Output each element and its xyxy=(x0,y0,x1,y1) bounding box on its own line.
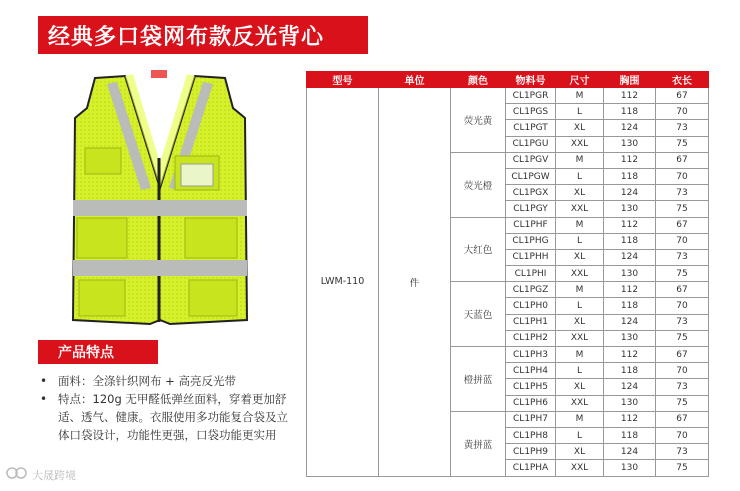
size-cell: XL xyxy=(556,379,604,395)
bullet-icon: • xyxy=(40,392,48,406)
length-cell: 70 xyxy=(656,363,709,379)
features-title: 产品特点 xyxy=(58,345,114,361)
header-model: 型号 xyxy=(307,72,379,88)
watermark xyxy=(6,466,76,483)
length-cell: 75 xyxy=(656,201,709,217)
code-cell: CL1PH9 xyxy=(506,444,556,460)
size-cell: XL xyxy=(556,444,604,460)
length-cell: 70 xyxy=(656,168,709,184)
code-cell: CL1PH8 xyxy=(506,427,556,443)
size-cell: XXL xyxy=(556,330,604,346)
length-cell: 67 xyxy=(656,217,709,233)
bullet-icon: • xyxy=(40,374,48,388)
length-cell: 73 xyxy=(656,249,709,265)
watermark-logo-icon xyxy=(6,466,28,483)
chest-cell: 130 xyxy=(604,460,656,476)
header-length: 衣长 xyxy=(656,72,709,88)
code-cell: CL1PGW xyxy=(506,168,556,184)
length-cell: 73 xyxy=(656,379,709,395)
header-chest: 胸围 xyxy=(604,72,656,88)
chest-cell: 130 xyxy=(604,266,656,282)
size-cell: M xyxy=(556,88,604,104)
length-cell: 67 xyxy=(656,411,709,427)
code-cell: CL1PHF xyxy=(506,217,556,233)
chest-cell: 112 xyxy=(604,282,656,298)
length-cell: 73 xyxy=(656,314,709,330)
code-cell: CL1PH0 xyxy=(506,298,556,314)
length-cell: 75 xyxy=(656,460,709,476)
length-cell: 67 xyxy=(656,282,709,298)
length-cell: 73 xyxy=(656,185,709,201)
size-cell: XL xyxy=(556,249,604,265)
chest-cell: 124 xyxy=(604,379,656,395)
chest-cell: 124 xyxy=(604,314,656,330)
feature-item xyxy=(40,390,290,444)
code-cell: CL1PGS xyxy=(506,104,556,120)
feature-item xyxy=(40,372,290,390)
size-cell: L xyxy=(556,363,604,379)
length-cell: 75 xyxy=(656,395,709,411)
size-cell: XL xyxy=(556,120,604,136)
size-cell: L xyxy=(556,233,604,249)
chest-cell: 112 xyxy=(604,411,656,427)
unit-cell: 件 xyxy=(379,88,451,477)
color-cell: 大红色 xyxy=(451,217,506,282)
chest-cell: 130 xyxy=(604,201,656,217)
length-cell: 67 xyxy=(656,152,709,168)
chest-cell: 130 xyxy=(604,330,656,346)
code-cell: CL1PHH xyxy=(506,249,556,265)
length-cell: 75 xyxy=(656,330,709,346)
length-cell: 75 xyxy=(656,266,709,282)
size-cell: XXL xyxy=(556,460,604,476)
code-cell: CL1PGT xyxy=(506,120,556,136)
chest-cell: 118 xyxy=(604,233,656,249)
chest-cell: 118 xyxy=(604,427,656,443)
chest-cell: 112 xyxy=(604,152,656,168)
code-cell: CL1PGX xyxy=(506,185,556,201)
chest-cell: 124 xyxy=(604,120,656,136)
code-cell: CL1PH2 xyxy=(506,330,556,346)
chest-cell: 130 xyxy=(604,136,656,152)
length-cell: 67 xyxy=(656,88,709,104)
chest-cell: 130 xyxy=(604,395,656,411)
spec-table xyxy=(306,71,709,477)
vest-product-image xyxy=(55,68,265,338)
page-title: 经典多口袋网布款反光背心 xyxy=(48,24,325,50)
size-cell: XXL xyxy=(556,395,604,411)
length-cell: 73 xyxy=(656,444,709,460)
code-cell: CL1PH7 xyxy=(506,411,556,427)
size-cell: L xyxy=(556,427,604,443)
size-cell: XL xyxy=(556,314,604,330)
color-cell: 橙拼蓝 xyxy=(451,347,506,412)
code-cell: CL1PGY xyxy=(506,201,556,217)
code-cell: CL1PHI xyxy=(506,266,556,282)
length-cell: 70 xyxy=(656,427,709,443)
chest-cell: 118 xyxy=(604,104,656,120)
chest-cell: 124 xyxy=(604,444,656,460)
code-cell: CL1PH6 xyxy=(506,395,556,411)
code-cell: CL1PGZ xyxy=(506,282,556,298)
chest-cell: 112 xyxy=(604,88,656,104)
size-cell: XL xyxy=(556,185,604,201)
code-cell: CL1PGU xyxy=(506,136,556,152)
header-size: 尺寸 xyxy=(556,72,604,88)
color-cell: 黄拼蓝 xyxy=(451,411,506,476)
code-cell: CL1PH5 xyxy=(506,379,556,395)
size-cell: XXL xyxy=(556,266,604,282)
feature-text: 面料：全涤针织网布 + 高亮反光带 xyxy=(58,374,236,388)
code-cell: CL1PH1 xyxy=(506,314,556,330)
size-cell: L xyxy=(556,168,604,184)
code-cell: CL1PHA xyxy=(506,460,556,476)
code-cell: CL1PH4 xyxy=(506,363,556,379)
watermark-text: 大晟跨境 xyxy=(32,468,76,482)
size-cell: M xyxy=(556,152,604,168)
chest-cell: 124 xyxy=(604,185,656,201)
size-cell: L xyxy=(556,104,604,120)
color-cell: 荧光橙 xyxy=(451,152,506,217)
header-code: 物料号 xyxy=(506,72,556,88)
features-banner xyxy=(38,340,158,364)
color-cell: 荧光黄 xyxy=(451,88,506,153)
code-cell: CL1PH3 xyxy=(506,347,556,363)
size-cell: M xyxy=(556,347,604,363)
length-cell: 67 xyxy=(656,347,709,363)
length-cell: 70 xyxy=(656,298,709,314)
model-cell: LWM-110 xyxy=(307,88,379,477)
header-unit: 单位 xyxy=(379,72,451,88)
size-cell: M xyxy=(556,217,604,233)
code-cell: CL1PGR xyxy=(506,88,556,104)
feature-text: 特点：120g 无甲醛低弹丝面料，穿着更加舒适、透气、健康。衣服使用多功能复合袋及立体口袋设计，功能性更强，口袋功能更实用 xyxy=(58,392,288,442)
chest-cell: 112 xyxy=(604,217,656,233)
length-cell: 70 xyxy=(656,233,709,249)
length-cell: 75 xyxy=(656,136,709,152)
header-color: 颜色 xyxy=(451,72,506,88)
code-cell: CL1PHG xyxy=(506,233,556,249)
size-cell: XXL xyxy=(556,136,604,152)
code-cell: CL1PGV xyxy=(506,152,556,168)
size-cell: XXL xyxy=(556,201,604,217)
chest-cell: 118 xyxy=(604,168,656,184)
size-cell: M xyxy=(556,411,604,427)
length-cell: 73 xyxy=(656,120,709,136)
features-list xyxy=(40,372,290,444)
color-cell: 天蓝色 xyxy=(451,282,506,347)
chest-cell: 112 xyxy=(604,347,656,363)
spec-table-header xyxy=(307,72,709,88)
chest-cell: 118 xyxy=(604,363,656,379)
page-title-banner xyxy=(38,16,368,54)
chest-cell: 124 xyxy=(604,249,656,265)
table-row xyxy=(307,88,709,104)
length-cell: 70 xyxy=(656,104,709,120)
chest-cell: 118 xyxy=(604,298,656,314)
size-cell: L xyxy=(556,298,604,314)
size-cell: M xyxy=(556,282,604,298)
